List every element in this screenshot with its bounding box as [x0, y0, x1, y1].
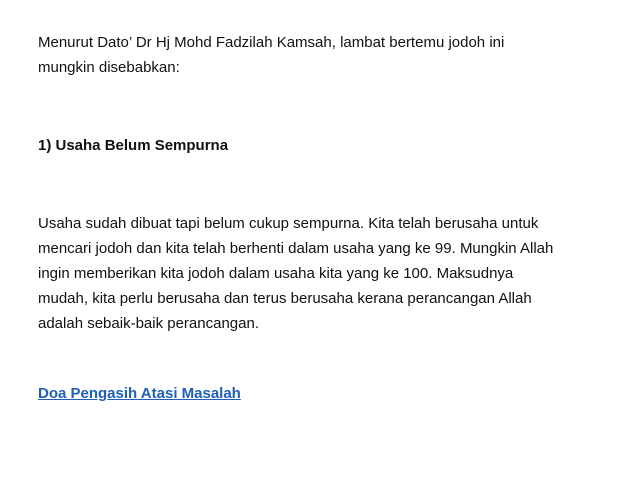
doa-pengasih-link[interactable]: Doa Pengasih Atasi Masalah: [38, 385, 241, 402]
body-line-4: mudah, kita perlu berusaha dan terus berusaha kerana perancangan Allah: [38, 290, 532, 307]
intro-line-2: mungkin disebabkan:: [38, 59, 180, 76]
intro-line-1: Menurut Dato’ Dr Hj Mohd Fadzilah Kamsah, lambat bertemu jodoh ini: [38, 34, 505, 51]
body-paragraph: [38, 211, 598, 336]
body-line-1: Usaha sudah dibuat tapi belum cukup sempurna. Kita telah berusaha untuk: [38, 215, 539, 232]
body-line-5: adalah sebaik-baik perancangan.: [38, 315, 259, 332]
section-heading: 1) Usaha Belum Sempurna: [38, 137, 229, 154]
document-page: [38, 30, 598, 406]
intro-paragraph: [38, 30, 598, 80]
body-line-2: mencari jodoh dan kita telah berhenti dalam usaha yang ke 99. Mungkin Allah: [38, 240, 554, 257]
body-line-3: ingin memberikan kita jodoh dalam usaha kita yang ke 100. Maksudnya: [38, 265, 514, 282]
